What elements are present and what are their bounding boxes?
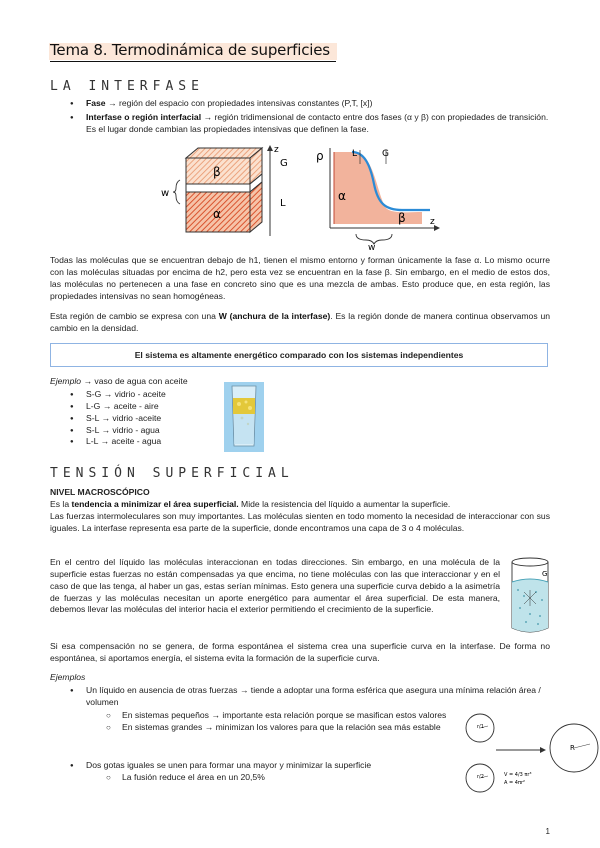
ejemplo-list: [68, 389, 228, 448]
ejemplo-line: Ejemplo → vaso de agua con aceite: [50, 376, 188, 386]
list-item: ● S-L → vidrio -aceite: [68, 413, 228, 425]
fig-left-label: z: [274, 145, 279, 155]
fig-right-label: ρ: [316, 149, 324, 163]
glass-image: [224, 382, 264, 452]
list-item: ○ La fusión reduce el área en un 20,5%: [104, 772, 404, 784]
paragraph: Es la tendencia a minimizar el área superficial. Mide la resistencia del líquido a aumentar la superficie.: [50, 499, 451, 509]
interfase-bullets: [68, 98, 550, 136]
section-heading-tension: TENSIÓN SUPERFICIAL: [50, 466, 294, 481]
ejemplos-sublist: [104, 710, 452, 734]
fig-left-label: α: [213, 207, 221, 221]
fig-left-label: G: [280, 158, 288, 169]
paragraph: Esta región de cambio se expresa con una W (anchura de la interfase). Es la región donde de manera continua observamos un cambio en la densidad.: [50, 311, 551, 333]
formula: A = 4πr²: [504, 780, 526, 786]
page-title: Tema 8. Termodinámica de superficies: [50, 40, 336, 62]
paragraph: Las fuerzas intermoleculares son muy importantes. Las moléculas sienten en todo momento la necesidad de interaccionar con sus iguales. La interfase representa esa parte de la superficie, donde encontramos una capa de 3 o 4 moléculas.: [50, 511, 550, 533]
list-item: ● S-G → vidrio - aceite: [68, 389, 228, 401]
ejemplos-list-2: [68, 760, 448, 772]
fig-left-label: L: [280, 198, 286, 209]
fig-right-label: G: [382, 149, 389, 159]
fig-left-label: w: [161, 188, 170, 199]
list-item: ● Interfase o región interfacial → región tridimensional de contacto entre dos fases (α y β) con propiedades de transición. Es el lugar donde cambian las propiedades intensivas que definen la fase.: [68, 112, 550, 136]
drop-label: r/2: [477, 774, 484, 780]
subheading: NIVEL MACROSCÓPICO: [50, 487, 150, 497]
density-profile-figure: [312, 144, 448, 250]
paragraph: En el centro del líquido las moléculas interaccionan en todas direcciones. Sin embargo, en una molécula de la superficie estas fuerzas no están compensadas ya que encima, no tiene moléculas con las que interaccionar y en el caso de que las tenga, al haber un gas, estas serían mínimas. Esto genera una superficie curva debido a la asimetría de fuerzas y las moléculas necesitan un aporte energético para aumentar el área superficial. De esta manera, debemos llevar las moléculas del interior hacia el exterior permitiendo el crecimiento de la superficie.: [50, 557, 500, 615]
list-item: ● L-L → aceite - agua: [68, 436, 228, 448]
list-item: ● Fase → región del espacio con propiedades intensivas constantes (P,T, [x]): [68, 98, 550, 110]
fig-right-label: β: [398, 211, 406, 225]
formula: V = 4/3 πr³: [504, 772, 532, 778]
list-item: ● S-L → vidrio - agua: [68, 425, 228, 437]
drop-label: R: [570, 744, 575, 752]
ejemplos-sublist-2: [104, 772, 404, 784]
list-item: ○ En sistemas grandes → minimizan los valores para que la relación sea más estable: [104, 722, 452, 734]
paragraph: Todas las moléculas que se encuentran debajo de h1, tienen el mismo entorno y forman únicamente la fase α. Lo mismo ocurre con las moléculas situadas por encima de h2, pero esta vez se encuentran en la fase β. Sin embargo, en el medio de estos dos, las moléculas no pertenecen a una fase en concreto sino que es una mezcla de ambas. Esto produce que, en esta región, las propiedades intensivas no sean homogéneas.: [50, 255, 550, 301]
list-item: ● Dos gotas iguales se unen para formar una mayor y minimizar la superficie: [68, 760, 448, 772]
callout-box: El sistema es altamente energético comparado con los sistemas independientes: [50, 343, 548, 367]
fig-right-label: w: [368, 243, 376, 250]
drop-label: r/1: [477, 724, 484, 730]
drops-figure: [458, 702, 600, 802]
section-heading-interfase: LA INTERFASE: [50, 79, 204, 94]
fig-right-label: z: [430, 217, 435, 227]
fig-right-label: L: [352, 149, 358, 159]
page-number: 1: [545, 827, 550, 836]
beaker-figure: [508, 556, 552, 636]
list-item: ● L-G → aceite - aire: [68, 401, 228, 413]
fig-right-label: α: [338, 189, 346, 203]
beaker-label: G: [542, 570, 548, 578]
paragraph: Si esa compensación no se genera, de forma espontánea el sistema crea una superficie curva en la interfase. De forma no espontánea, si aportamos energía, el sistema evita la formación de la superficie curva.: [50, 641, 550, 663]
list-item: ● Un líquido en ausencia de otras fuerzas → tiende a adoptar una forma esférica que asegura una mínima relación área / volumen: [68, 685, 550, 709]
ejemplos-label: Ejemplos: [50, 672, 86, 682]
phase-box-figure: [158, 144, 308, 244]
fig-left-label: β: [213, 165, 221, 179]
list-item: ○ En sistemas pequeños → importante esta relación porque se masifican estos valores: [104, 710, 452, 722]
